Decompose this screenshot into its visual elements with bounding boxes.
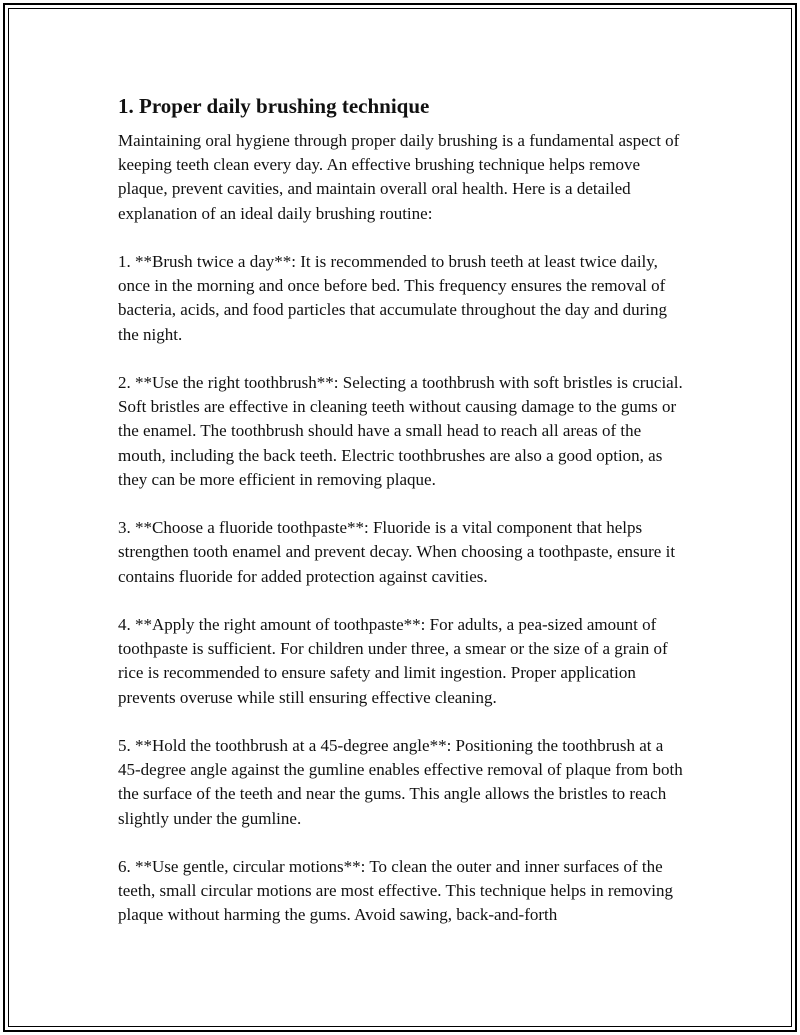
paragraph-brush-twice: 1. **Brush twice a day**: It is recommended to brush teeth at least twice daily, once in the morning and once before bed. This frequency ensures the removal of bacteria, acids, and food particles that accumulate throughout the day and during the night. xyxy=(118,252,667,344)
document-body xyxy=(118,92,686,952)
paragraph-circular-motions: 6. **Use gentle, circular motions**: To clean the outer and inner surfaces of the teeth, small circular motions are most effective. This technique helps in removing plaque without harming the gums. Avoid sawing, back-and-forth xyxy=(118,857,674,925)
paragraph-toothpaste-amount: 4. **Apply the right amount of toothpaste**: For adults, a pea-sized amount of toothpaste is sufficient. For children under three, a smear or the size of a grain of rice is recommended to ensure safety and limit ingestion. Proper application prevents overuse while still ensuring effective cleaning. xyxy=(118,615,668,707)
paragraph-45-degree-angle: 5. **Hold the toothbrush at a 45-degree angle**: Positioning the toothbrush at a 45-degree angle against the gumline enables effective removal of plaque from both the surface of the teeth and near the gums. This angle allows the bristles to reach slightly under the gumline. xyxy=(118,736,683,828)
section-heading: 1. Proper daily brushing technique xyxy=(118,94,430,118)
paragraph-fluoride-toothpaste: 3. **Choose a fluoride toothpaste**: Fluoride is a vital component that helps strengthen tooth enamel and prevent decay. When choosing a toothpaste, ensure it contains fluoride for added protection against cavities. xyxy=(118,518,676,586)
intro-paragraph: Maintaining oral hygiene through proper daily brushing is a fundamental aspect of keeping teeth clean every day. An effective brushing technique helps remove plaque, prevent cavities, and maintain overall oral health. Here is a detailed explanation of an ideal daily brushing routine: xyxy=(118,131,680,223)
paragraph-right-toothbrush: 2. **Use the right toothbrush**: Selecting a toothbrush with soft bristles is crucial. Soft bristles are effective in cleaning teeth without causing damage to the gums or the enamel. The toothbrush should have a small head to reach all areas of the mouth, including the back teeth. Electric toothbrushes are also a good option, as they can be more efficient in removing plaque. xyxy=(118,373,683,489)
